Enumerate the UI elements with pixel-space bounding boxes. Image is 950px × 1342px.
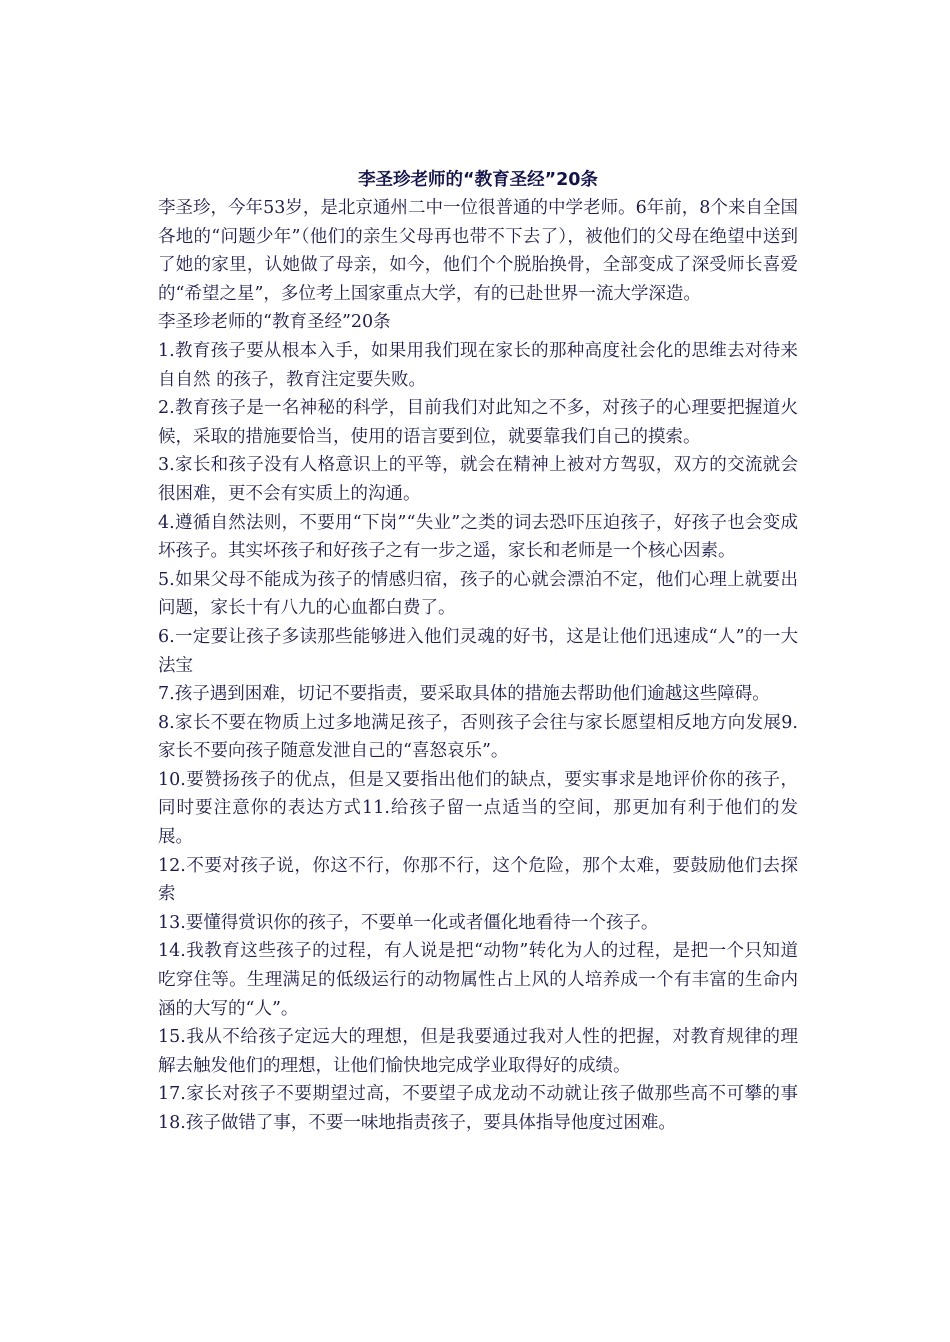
document-title: 李圣珍老师的“教育圣经”20条 bbox=[358, 170, 598, 190]
list-item: 7.孩子遇到困难，切记不要指责，要采取具体的措施去帮助他们逾越这些障碍。 bbox=[158, 684, 770, 705]
list-item: 4.遵循自然法则，不要用“下岗”“失业”之类的词去恐吓压迫孩子，好孩子也会变成坏孩子。其实坏孩子和好孩子之有一步之遥，家长和老师是一个核心因素。 bbox=[158, 512, 798, 562]
list-item: 2.教育孩子是一名神秘的科学，目前我们对此知之不多，对孩子的心理要把握道火候，采取的措施要恰当，使用的语言要到位，就要靠我们自己的摸索。 bbox=[158, 398, 798, 447]
intro-paragraph: 李圣珍，今年53岁，是北京通州二中一位很普通的中学老师。6年前，8个来自全国各地的“问题少年”（他们的亲生父母再也带不下去了），被他们的父母在绝望中送到了她的家里，认她做了母亲，如今，他们个个脱胎换骨，全部变成了深受师长喜爱的“希望之星”，多位考上国家重点大学，有的已赴世界一流大学深造。 bbox=[158, 198, 798, 304]
list-item: 3.家长和孩子没有人格意识上的平等，就会在精神上被对方驾驭，双方的交流就会很困难，更不会有实质上的沟通。 bbox=[158, 455, 798, 504]
list-item: 10.要赞扬孩子的优点，但是又要指出他们的缺点，要实事求是地评价你的孩子，同时要注意你的表达方式11.给孩子留一点适当的空间，那更加有利于他们的发展。 bbox=[158, 769, 798, 848]
list-item: 12.不要对孩子说，你这不行，你那不行，这个危险，那个太难，要鼓励他们去探索 bbox=[158, 855, 798, 905]
list-item: 14.我教育这些孩子的过程，有人说是把“动物”转化为人的过程，是把一个只知道吃穿住等。生理满足的低级运行的动物属性占上风的人培养成一个有丰富的生命内涵的大写的“人”。 bbox=[158, 941, 798, 1019]
list-item: 13.要懂得赏识你的孩子，不要单一化或者僵化地看待一个孩子。 bbox=[158, 912, 659, 933]
list-item: 1.教育孩子要从根本入手，如果用我们现在家长的那种高度社会化的思维去对待来自自然 的孩子，教育注定要失败。 bbox=[158, 340, 798, 390]
list-item: 6.一定要让孩子多读那些能够进入他们灵魂的好书，这是让他们迅速成“人”的一大法宝 bbox=[158, 626, 798, 676]
list-item: 15.我从不给孩子定远大的理想，但是我要通过我对人性的把握，对教育规律的理解去触发他们的理想，让他们愉快地完成学业取得好的成绩。 bbox=[158, 1027, 798, 1076]
document-page bbox=[158, 166, 798, 1138]
list-item: 5.如果父母不能成为孩子的情感归宿，孩子的心就会漂泊不定，他们心理上就要出问题，家长十有八九的心血都白费了。 bbox=[158, 569, 798, 619]
list-item: 17.家长对孩子不要期望过高，不要望子成龙动不动就让孩子做那些高不可攀的事18.孩子做错了事，不要一味地指责孩子，要具体指导他度过困难。 bbox=[158, 1084, 798, 1133]
list-item: 8.家长不要在物质上过多地满足孩子，否则孩子会往与家长愿望相反地方向发展9.家长不要向孩子随意发泄自己的“喜怒哀乐”。 bbox=[158, 712, 798, 762]
list-heading: 李圣珍老师的“教育圣经”20条 bbox=[158, 312, 391, 333]
